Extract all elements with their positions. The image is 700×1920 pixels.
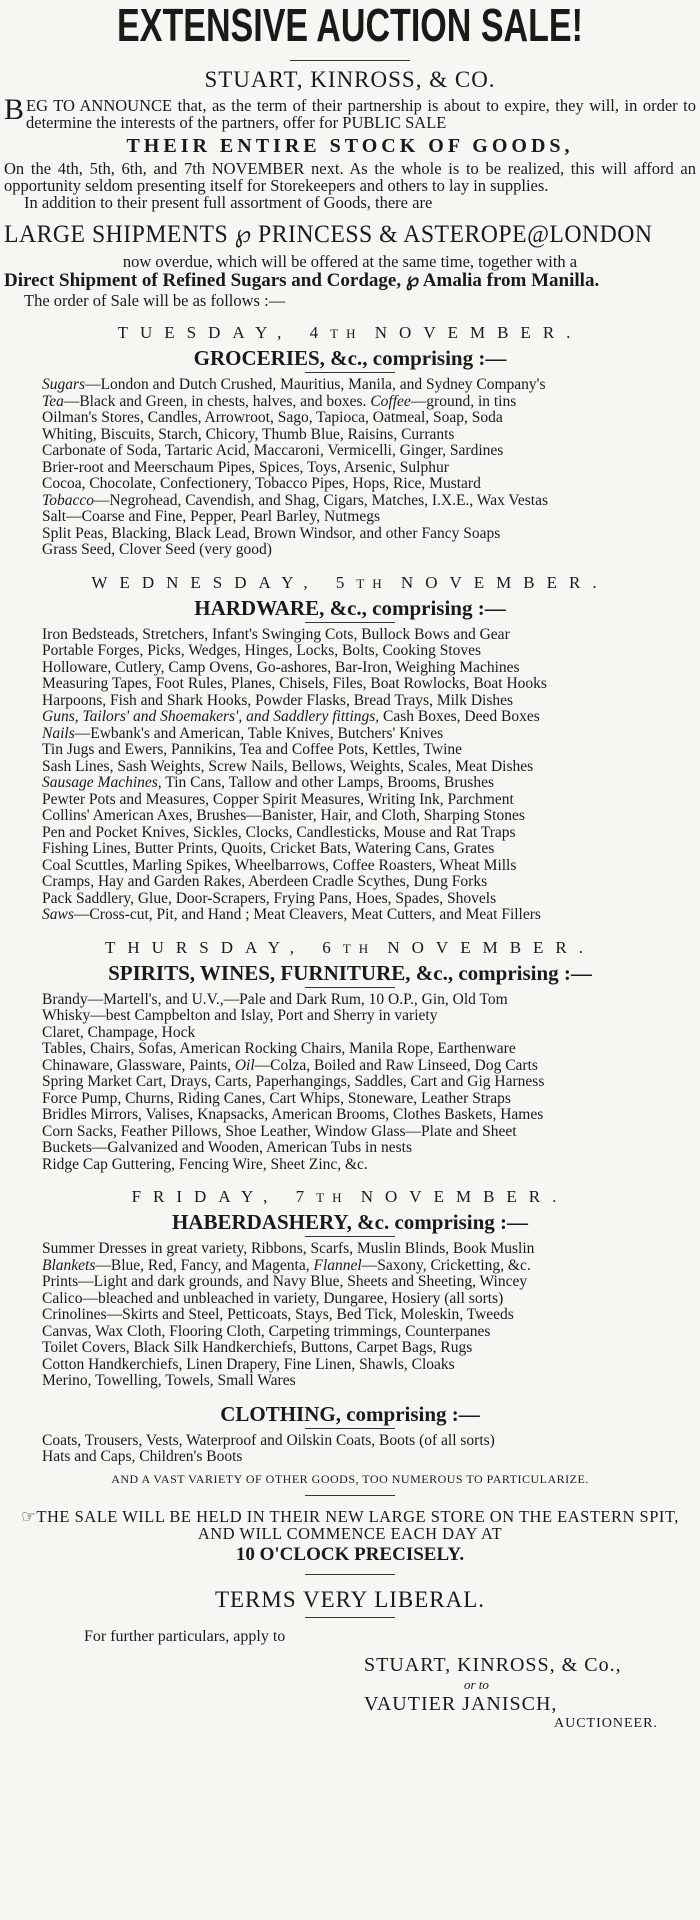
list-item: Bridles Mirrors, Valises, Knapsacks, American Brooms, Clothes Baskets, Hames (42, 1107, 544, 1123)
divider (305, 1495, 395, 1496)
list-item: Grass Seed, Clover Seed (very good) (42, 542, 272, 558)
day-heading: WEDNESDAY, 5TH NOVEMBER. (91, 572, 609, 592)
list-item: Nails—Ewbank's and American, Table Knives, Butchers' Knives (42, 725, 444, 742)
day-heading: TUESDAY, 4TH NOVEMBER. (117, 323, 583, 342)
apply-text: For further particulars, apply to (84, 1627, 286, 1645)
list-item: Measuring Tapes, Foot Rules, Planes, Chisels, Files, Boat Rowlocks, Boat Hooks (42, 676, 547, 692)
list-item: Brier-root and Meerschaum Pipes, Spices, Toys, Arsenic, Sulphur (42, 459, 449, 476)
divider (305, 1236, 395, 1237)
list-item: Crinolines—Skirts and Steel, Petticoats, Stays, Bed Tick, Moleskin, Tweeds (42, 1307, 514, 1323)
direct-shipment: Direct Shipment of Refined Sugars and Cordage, ℘ Amalia from Manilla. (4, 270, 600, 291)
list-item: Fishing Lines, Butter Prints, Quoits, Cricket Bats, Watering Cans, Grates (42, 841, 495, 857)
sale-day-section (4, 938, 696, 1174)
list-item: Pewter Pots and Measures, Copper Spirit Measures, Writing Ink, Parchment (42, 791, 514, 808)
signature-firm: STUART, KINROSS, & Co., (364, 1653, 622, 1676)
list-item: Spring Market Cart, Drays, Carts, Paperhangings, Saddles, Cart and Gig Harness (42, 1074, 545, 1090)
category-heading: HABERDASHERY, &c. comprising :— (171, 1210, 529, 1234)
sale-day-section (4, 573, 696, 924)
list-item: Tables, Chairs, Sofas, American Rocking Chairs, Manila Rope, Earthenware (42, 1041, 516, 1057)
list-item: Prints—Light and dark grounds, and Navy Blue, Sheets and Sheeting, Wincey (42, 1274, 528, 1290)
shipments-heading: LARGE SHIPMENTS ℘ PRINCESS & ASTEROPE@LONDON (4, 221, 653, 248)
sale-day-section (4, 323, 696, 559)
list-item: Claret, Champage, Hock (42, 1024, 196, 1041)
list-item: Brandy—Martell's, and U.V.,—Pale and Dark Rum, 10 O.P., Gin, Old Tom (42, 991, 508, 1008)
list-item: Cramps, Hay and Garden Rakes, Aberdeen Cradle Scythes, Dung Forks (42, 874, 488, 890)
list-item: Hats and Caps, Children's Boots (42, 1449, 243, 1465)
signature-or: or to (464, 1676, 489, 1692)
stock-heading: THEIR ENTIRE STOCK OF GOODS, (126, 135, 574, 157)
list-item: Tin Jugs and Ewers, Pannikins, Tea and Coffee Pots, Kettles, Twine (42, 742, 463, 758)
intro-paragraph (4, 93, 696, 132)
list-item: Whisky—best Campbelton and Islay, Port and Sherry in variety (42, 1008, 438, 1024)
signature-name: VAUTIER JANISCH, (364, 1692, 558, 1715)
list-item: Coats, Trousers, Vests, Waterproof and Oilskin Coats, Boots (of all sorts) (42, 1432, 495, 1449)
list-item: Sash Lines, Sash Weights, Screw Nails, Bellows, Weights, Scales, Meat Dishes (42, 758, 534, 775)
list-item: Saws—Cross-cut, Pit, and Hand ; Meat Cleavers, Meat Cutters, and Meat Fillers (42, 907, 541, 923)
list-item: Pack Saddlery, Glue, Door-Scrapers, Frying Pans, Hoes, Spades, Shovels (42, 890, 497, 907)
list-item: Corn Sacks, Feather Pillows, Shoe Leather, Window Glass—Plate and Sheet (42, 1123, 517, 1140)
list-item: Collins' American Axes, Brushes—Banister, Hair, and Cloth, Sharping Stones (42, 808, 525, 824)
sale-notice: ☞THE SALE WILL BE HELD IN THEIR NEW LARGE STORE ON THE EASTERN SPIT, AND WILL COMMENCE EACH DAY AT (21, 1506, 679, 1543)
list-item: Sugars—London and Dutch Crushed, Mauritius, Manila, and Sydney Company's (42, 377, 546, 393)
list-item: Holloware, Cutlery, Camp Ovens, Go-ashores, Bar-Iron, Weighing Machines (42, 659, 520, 676)
intro-text: EG TO ANNOUNCE that, as the term of their partnership is about to expire, they will, in order to determine the interests of the partners, offer for PUBLIC SALE (26, 96, 696, 132)
day-heading: THURSDAY, 6TH NOVEMBER. (104, 937, 596, 957)
clothing-list (4, 1433, 696, 1466)
category-heading: SPIRITS, WINES, FURNITURE, &c., comprising :— (108, 960, 592, 985)
list-item: Whiting, Biscuits, Starch, Chicory, Thumb Blue, Raisins, Currants (42, 426, 455, 443)
divider (290, 60, 410, 61)
list-item: Force Pump, Churns, Riding Canes, Cart Whips, Stoneware, Leather Straps (42, 1090, 511, 1107)
divider (305, 1428, 395, 1429)
list-item: Carbonate of Soda, Tartaric Acid, Maccaroni, Vermicelli, Ginger, Sardines (42, 443, 504, 459)
list-item: Pen and Pocket Knives, Sickles, Clocks, Candlesticks, Mouse and Rat Traps (42, 824, 516, 841)
list-item: Cotton Handkerchiefs, Linen Drapery, Fine Linen, Shawls, Cloaks (42, 1356, 455, 1373)
list-item: Salt—Coarse and Fine, Pepper, Pearl Barley, Nutmegs (42, 509, 381, 525)
signature-title: AUCTIONEER. (554, 1715, 658, 1731)
category-heading: GROCERIES, &c., comprising :— (193, 346, 507, 370)
divider (305, 622, 395, 623)
dates-paragraph: On the 4th, 5th, 6th, and 7th NOVEMBER next. As the whole is to be realized, this will afford an opportunity seldom presenting itself for Storekeepers and others to lay in supplies. (4, 159, 696, 195)
list-item: Portable Forges, Picks, Wedges, Hinges, Locks, Bolts, Cooking Stoves (42, 643, 482, 659)
divider (305, 987, 395, 988)
list-item: Calico—bleached and unbleached in variety, Dungaree, Hosiery (all sorts) (42, 1290, 504, 1307)
divider (305, 1617, 395, 1618)
terms-text: TERMS VERY LIBERAL. (214, 1586, 486, 1612)
divider (305, 1574, 395, 1575)
clothing-heading: CLOTHING, comprising :— (220, 1401, 480, 1426)
list-item: Chinaware, Glassware, Paints, Oil—Colza, Boiled and Raw Linseed, Dog Carts (42, 1057, 538, 1074)
list-item: Harpoons, Fish and Shark Hooks, Powder Flasks, Bread Trays, Milk Dishes (42, 692, 514, 709)
start-time: 10 O'CLOCK PRECISELY. (235, 1543, 465, 1565)
list-item: Blankets—Blue, Red, Fancy, and Magenta, Flannel—Saxony, Cricketting, &c. (42, 1257, 531, 1274)
list-item: Canvas, Wax Cloth, Flooring Cloth, Carpeting trimmings, Counterpanes (42, 1323, 491, 1340)
sale-days (4, 323, 696, 1390)
list-item: Merino, Towelling, Towels, Small Wares (42, 1373, 296, 1389)
list-item: Split Peas, Blacking, Black Lead, Brown Windsor, and other Fancy Soaps (42, 525, 501, 542)
overdue-text: now overdue, which will be offered at the same time, together with a (122, 252, 578, 271)
order-text: The order of Sale will be as follows :— (24, 291, 286, 310)
list-item: Tea—Black and Green, in chests, halves, and boxes. Coffee—ground, in tins (42, 393, 517, 410)
list-item: Iron Bedsteads, Stretchers, Infant's Swinging Cots, Bullock Bows and Gear (42, 626, 510, 643)
sale-day-section (4, 1187, 696, 1390)
addition-paragraph: In addition to their present full assortment of Goods, there are (24, 193, 433, 212)
drop-cap: B (4, 93, 25, 126)
firm-name: STUART, KINROSS, & CO. (204, 67, 496, 92)
list-item: Oilman's Stores, Candles, Arrowroot, Sago, Tapioca, Oatmeal, Soap, Soda (42, 410, 503, 426)
headline: EXTENSIVE AUCTION SALE! (117, 0, 583, 51)
list-item: Summer Dresses in great variety, Ribbons, Scarfs, Muslin Blinds, Book Muslin (42, 1241, 535, 1257)
day-heading: FRIDAY, 7TH NOVEMBER. (131, 1187, 569, 1206)
divider (305, 372, 395, 373)
list-item: Toilet Covers, Black Silk Handkerchiefs, Buttons, Carpet Bags, Rugs (42, 1340, 473, 1356)
list-item: Tobacco—Negrohead, Cavendish, and Shag, Cigars, Matches, I.X.E., Wax Vestas (42, 492, 549, 509)
list-item: Ridge Cap Guttering, Fencing Wire, Sheet Zinc, &c. (42, 1156, 368, 1173)
list-item: Guns, Tailors' and Shoemakers', and Saddlery fittings, Cash Boxes, Deed Boxes (42, 709, 540, 725)
vast-variety-text: AND A VAST VARIETY OF OTHER GOODS, TOO NUMEROUS TO PARTICULARIZE. (111, 1471, 589, 1486)
list-item: Cocoa, Chocolate, Confectionery, Tobacco Pipes, Hops, Rice, Mustard (42, 476, 481, 492)
list-item: Sausage Machines, Tin Cans, Tallow and other Lamps, Brooms, Brushes (42, 775, 494, 791)
list-item: Buckets—Galvanized and Wooden, American Tubs in nests (42, 1140, 412, 1156)
list-item: Coal Scuttles, Marling Spikes, Wheelbarrows, Coffee Roasters, Wheat Mills (42, 857, 517, 874)
category-heading: HARDWARE, &c., comprising :— (194, 595, 506, 620)
